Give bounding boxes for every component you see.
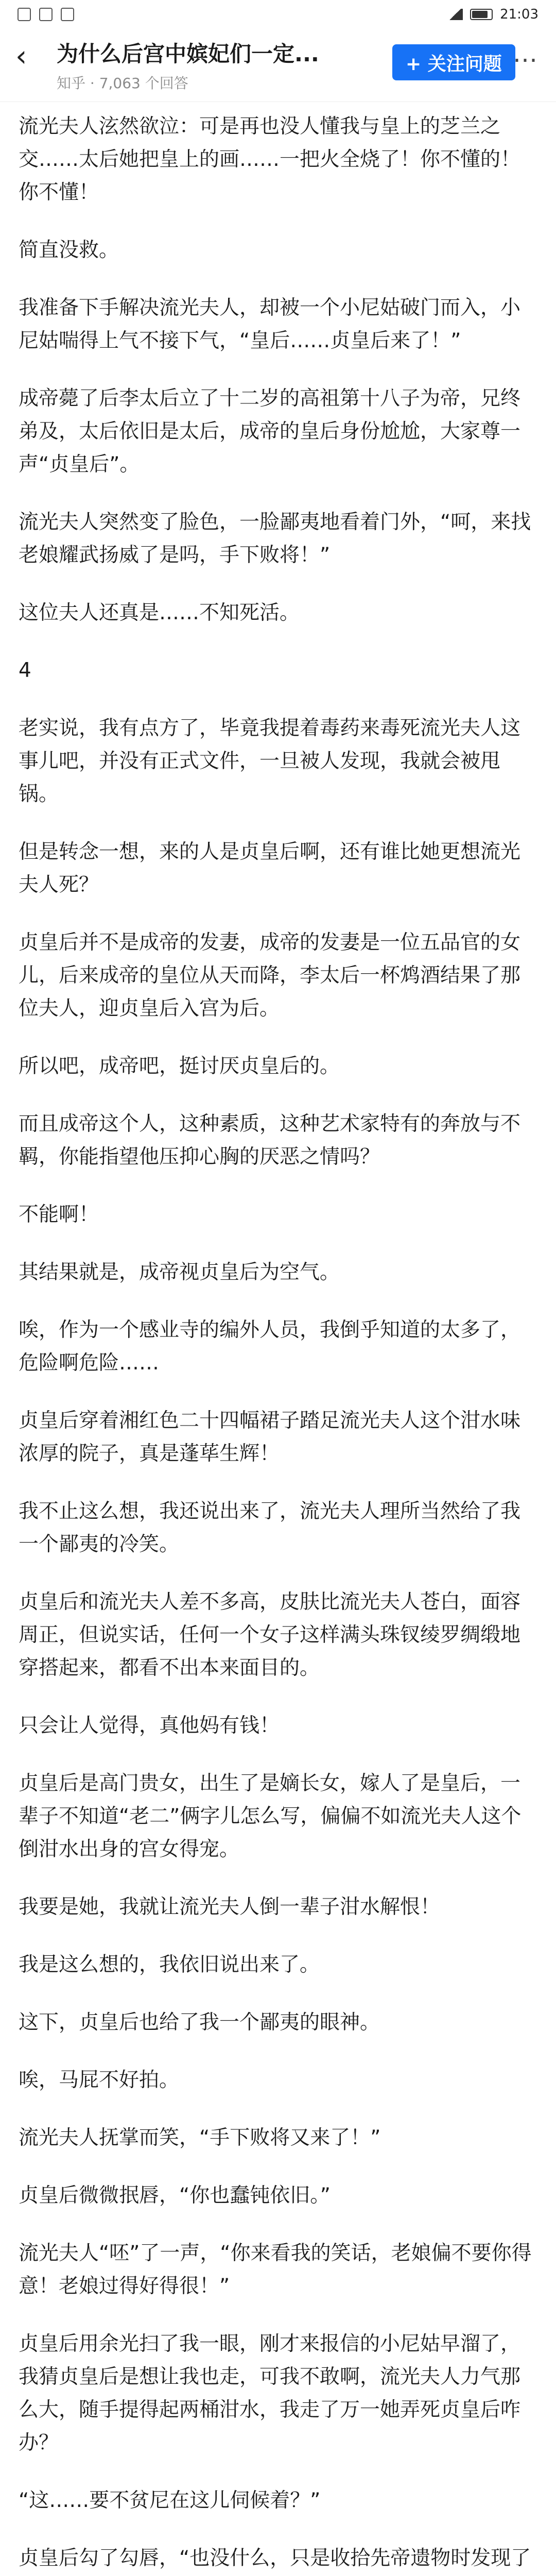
answer-paragraph: “这……要不贫尼在这儿伺候着？” bbox=[19, 2489, 321, 2512]
answer-paragraph: 流光夫人突然变了脸色，一脸鄙夷地看着门外，“呵，来找老娘耀武扬威了是吗，手下败将！” bbox=[19, 511, 531, 567]
answer-paragraph: 我要是她，我就让流光夫人倒一辈子泔水解恨！ bbox=[19, 1895, 441, 1919]
follow-question-button[interactable]: + 关注问题 bbox=[392, 44, 515, 80]
answer-paragraph: 但是转念一想，来的人是贞皇后啊，还有谁比她更想流光夫人死？ bbox=[19, 840, 521, 896]
answer-paragraph: 这位夫人还真是……不知死活。 bbox=[19, 601, 300, 624]
answer-paragraph: 而且成帝这个人，这种素质，这种艺术家特有的奔放与不羁，你能指望他压抑心胸的厌恶之情吗？ bbox=[19, 1112, 521, 1168]
status-right bbox=[447, 7, 538, 22]
answer-paragraph: 简直没救。 bbox=[19, 239, 119, 262]
back-icon[interactable]: ‹ bbox=[15, 40, 27, 73]
answer-paragraph: 不能啊！ bbox=[19, 1203, 99, 1226]
question-title[interactable]: 为什么后宫中嫔妃们一定... bbox=[57, 41, 319, 66]
answer-paragraph: 4 bbox=[19, 659, 31, 682]
battery-icon bbox=[470, 9, 493, 20]
answer-paragraph: 贞皇后用余光扫了我一眼，刚才来报信的小尼姑早溜了，我猜贞皇后是想让我也走，可我不敢啊，流光夫人力气那么大，随手提得起两桶泔水，我走了万一她弄死贞皇后咋办？ bbox=[19, 2332, 521, 2454]
question-header bbox=[0, 29, 556, 102]
app-icon bbox=[18, 8, 31, 21]
answer-paragraph: 流光夫人抚掌而笑，“手下败将又来了！” bbox=[19, 2126, 381, 2149]
more-icon[interactable]: ⋯ bbox=[513, 45, 538, 74]
title-wrap[interactable] bbox=[57, 37, 386, 93]
answer-paragraph: 贞皇后勾了勾唇，“也没什么，只是收拾先帝遗物时发现了 bbox=[19, 2547, 531, 2570]
phone-icon bbox=[61, 8, 74, 21]
answer-paragraph: 流光夫人“呸”了一声，“你来看我的笑话，老娘偏不要你得意！老娘过得好得很！” bbox=[19, 2242, 532, 2298]
answer-paragraph: 我准备下手解决流光夫人，却被一个小尼姑破门而入，小尼姑喘得上气不接下气，“皇后……贞皇后来了！” bbox=[19, 296, 521, 352]
answer-content bbox=[0, 102, 556, 2576]
image-icon bbox=[39, 8, 53, 21]
answer-paragraph: 只会让人觉得，真他妈有钱！ bbox=[19, 1714, 280, 1737]
status-bar bbox=[0, 0, 556, 29]
answer-paragraph: 唉，作为一个感业寺的编外人员，我倒乎知道的太多了，危险啊危险…… bbox=[19, 1318, 521, 1375]
question-meta: 知乎 · 7,063 个回答 bbox=[57, 75, 188, 92]
answer-paragraph: 贞皇后和流光夫人差不多高，皮肤比流光夫人苍白，面容周正，但说实话，任何一个女子这样满头珠钗绫罗绸缎地穿搭起来，都看不出本来面目的。 bbox=[19, 1590, 521, 1680]
status-time: 21:03 bbox=[500, 7, 538, 22]
answer-paragraph: 老实说，我有点方了，毕竟我提着毒药来毒死流光夫人这事儿吧，并没有正式文件，一旦被人发现，我就会被甩锅。 bbox=[19, 717, 521, 806]
answer-paragraph: 所以吧，成帝吧，挺讨厌贞皇后的。 bbox=[19, 1055, 340, 1078]
answer-paragraph: 我是这么想的，我依旧说出来了。 bbox=[19, 1953, 320, 1976]
answer-paragraph: 贞皇后穿着湘红色二十四幅裙子踏足流光夫人这个泔水味浓厚的院子，真是蓬荜生辉！ bbox=[19, 1409, 521, 1465]
answer-paragraph: 成帝薨了后李太后立了十二岁的高祖第十八子为帝，兄终弟及，太后依旧是太后，成帝的皇后身份尬尬，大家尊一声“贞皇后”。 bbox=[19, 387, 521, 476]
status-left bbox=[18, 8, 74, 21]
answer-paragraph: 贞皇后微微抿唇，“你也蠢钝依旧。” bbox=[19, 2184, 331, 2207]
answer-paragraph: 流光夫人泫然欲泣：可是再也没人懂我与皇上的芝兰之交……太后她把皇上的画……一把火全烧了！你不懂的！你不懂！ bbox=[19, 115, 521, 204]
answer-paragraph: 其结果就是，成帝视贞皇后为空气。 bbox=[19, 1261, 340, 1284]
signal-icon bbox=[447, 9, 463, 20]
answer-paragraph: 贞皇后并不是成帝的发妻，成帝的发妻是一位五品官的女儿，后来成帝的皇位从天而降，李太后一杯鸩酒结果了那位夫人，迎贞皇后入宫为后。 bbox=[19, 931, 521, 1020]
answer-paragraph: 唉，马屁不好拍。 bbox=[19, 2069, 180, 2092]
answer-paragraph: 贞皇后是高门贵女，出生了是嫡长女，嫁人了是皇后，一辈子不知道“老二”俩字儿怎么写，偏偏不如流光夫人这个倒泔水出身的宫女得宠。 bbox=[19, 1772, 522, 1861]
answer-paragraph: 我不止这么想，我还说出来了，流光夫人理所当然给了我一个鄙夷的冷笑。 bbox=[19, 1500, 521, 1556]
answer-paragraph: 这下，贞皇后也给了我一个鄙夷的眼神。 bbox=[19, 2011, 380, 2034]
